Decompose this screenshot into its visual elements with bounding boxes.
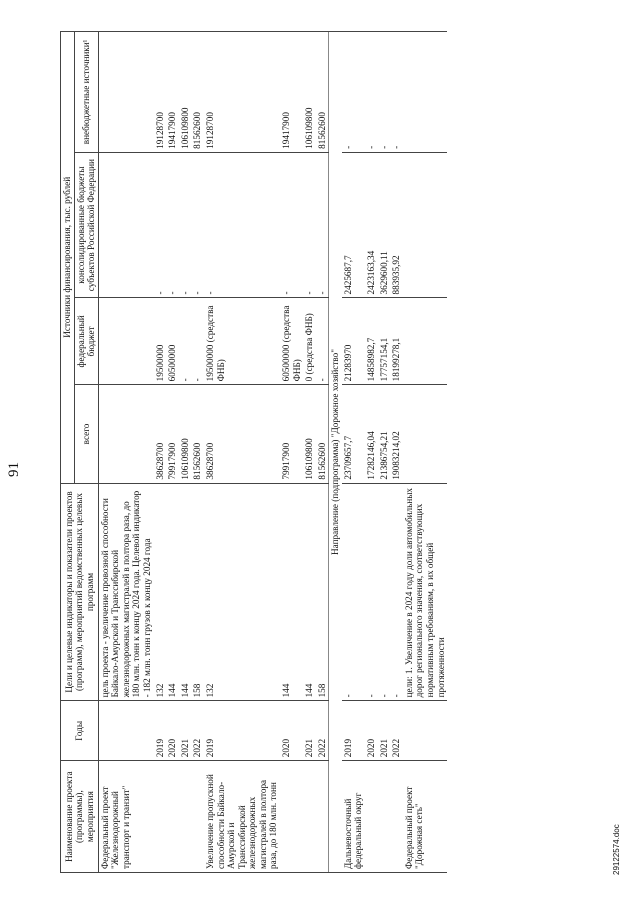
cell-federal: 19500000 <box>154 298 167 385</box>
header-offbudget: внебюджетные источники¹ <box>74 32 98 153</box>
cell-total: 21386754,21 <box>378 385 391 483</box>
cell-offbudget: 81562600 <box>191 32 204 153</box>
cell-total: 79917900 <box>166 385 179 483</box>
cell-goal: 132 <box>204 483 280 701</box>
cell-federal: 60500000 <box>166 298 179 385</box>
cell-year <box>98 701 153 761</box>
table-body-roads <box>342 32 447 873</box>
table-row <box>98 32 153 873</box>
table-row <box>365 32 378 873</box>
cell-offbudget: 19417900 <box>166 32 179 153</box>
cell-name <box>365 761 378 873</box>
table-row <box>316 32 329 873</box>
cell-total <box>98 385 153 483</box>
cell-offbudget <box>98 32 153 153</box>
cell-total: 106109800 <box>179 385 192 483</box>
cell-total: 23709657,7 <box>342 385 365 483</box>
cell-year: 2019 <box>204 701 280 761</box>
cell-name: Федеральный проект "Железнодорожный транспорт и транзит" <box>98 761 153 873</box>
cell-total <box>403 385 447 483</box>
cell-year: 2020 <box>280 701 303 761</box>
cell-goal: 144 <box>166 483 179 701</box>
cell-name <box>179 761 192 873</box>
cell-name <box>166 761 179 873</box>
cell-year: 2022 <box>191 701 204 761</box>
cell-regional: - <box>204 152 280 298</box>
cell-regional: - <box>154 152 167 298</box>
cell-regional <box>403 152 447 298</box>
financing-table <box>60 31 447 873</box>
cell-year: 2020 <box>166 701 179 761</box>
cell-year: 2022 <box>316 701 329 761</box>
cell-offbudget: 19128700 <box>154 32 167 153</box>
header-years: Годы <box>61 701 99 761</box>
cell-name <box>316 761 329 873</box>
cell-year: 2021 <box>303 701 316 761</box>
cell-name <box>303 761 316 873</box>
cell-goal: - <box>378 483 391 701</box>
cell-goal: цели: 1. Увеличение в 2024 году доли автомобильных дорог регионального значения, соответствующих нормативным требованиям, в их общей протяженности <box>403 483 447 701</box>
cell-total: 19083214,02 <box>390 385 403 483</box>
cell-goal: 158 <box>316 483 329 701</box>
cell-federal: 60500000 (средства ФНБ) <box>280 298 303 385</box>
cell-total: 38628700 <box>204 385 280 483</box>
header-total: всего <box>74 385 98 483</box>
cell-name: Дальневосточный федеральный округ <box>342 761 365 873</box>
table-row <box>166 32 179 873</box>
cell-offbudget: 106109800 <box>179 32 192 153</box>
cell-federal: - <box>179 298 192 385</box>
cell-goal: 144 <box>280 483 303 701</box>
cell-regional: 2423163,34 <box>365 152 378 298</box>
cell-total: 81562600 <box>316 385 329 483</box>
table-row <box>403 32 447 873</box>
cell-regional: - <box>303 152 316 298</box>
cell-offbudget: 81562600 <box>316 32 329 153</box>
cell-federal: - <box>191 298 204 385</box>
table-row <box>154 32 167 873</box>
cell-total: 79917900 <box>280 385 303 483</box>
cell-name <box>280 761 303 873</box>
cell-year: 2021 <box>179 701 192 761</box>
cell-regional: - <box>280 152 303 298</box>
cell-year: 2020 <box>365 701 378 761</box>
cell-name <box>390 761 403 873</box>
cell-federal: - <box>316 298 329 385</box>
cell-federal: 18199278,1 <box>390 298 403 385</box>
table-row <box>378 32 391 873</box>
cell-name <box>154 761 167 873</box>
header-sources: Источники финансирования, тыс. рублей <box>61 32 75 484</box>
cell-offbudget: - <box>342 32 365 153</box>
cell-federal: 21283970 <box>342 298 365 385</box>
cell-total: 106109800 <box>303 385 316 483</box>
cell-year: 2019 <box>154 701 167 761</box>
header-regional: консолидированные бюджеты субъектов Российской Федерации <box>74 152 98 298</box>
header-goals: Цели и целевые индикаторы и показатели проектов (программ), мероприятий ведомственных целевых программ <box>61 483 99 701</box>
cell-offbudget: 19417900 <box>280 32 303 153</box>
direction-heading: Направление (подпрограмма) "Дорожное хозяйство" <box>329 32 342 873</box>
cell-total: 81562600 <box>191 385 204 483</box>
cell-federal: 17757154,1 <box>378 298 391 385</box>
cell-goal: 144 <box>303 483 316 701</box>
cell-total: 17282146,04 <box>365 385 378 483</box>
table-row <box>303 32 316 873</box>
cell-federal: 19500000 (средства ФНБ) <box>204 298 280 385</box>
cell-regional: - <box>316 152 329 298</box>
cell-year: 2022 <box>390 701 403 761</box>
cell-goal: 132 <box>154 483 167 701</box>
table-body-rail <box>98 32 329 873</box>
cell-goal: - <box>390 483 403 701</box>
cell-regional: 883935,92 <box>390 152 403 298</box>
page-number: 91 <box>6 462 22 477</box>
cell-offbudget <box>403 32 447 153</box>
cell-offbudget: - <box>378 32 391 153</box>
table-row <box>342 32 365 873</box>
header-federal: федеральный бюджет <box>74 298 98 385</box>
header-name: Наименование проекта (программы), мероприятия <box>61 761 99 873</box>
table-row <box>204 32 280 873</box>
cell-name: Увеличение пропускной способности Байкало-Амурской и Транссибирской железнодорожных магистралей в полтора раза, до 180 млн. тонн <box>204 761 280 873</box>
cell-regional: 3629600,11 <box>378 152 391 298</box>
cell-regional: 2425687,7 <box>342 152 365 298</box>
cell-year <box>403 701 447 761</box>
cell-goal: 158 <box>191 483 204 701</box>
table-body-direction <box>329 32 342 873</box>
cell-goal: - <box>342 483 365 701</box>
cell-offbudget: - <box>390 32 403 153</box>
cell-total: 38628700 <box>154 385 167 483</box>
table-row <box>179 32 192 873</box>
cell-goal: 144 <box>179 483 192 701</box>
cell-federal <box>98 298 153 385</box>
cell-goal: - <box>365 483 378 701</box>
cell-year: 2019 <box>342 701 365 761</box>
cell-offbudget: - <box>365 32 378 153</box>
cell-regional: - <box>179 152 192 298</box>
table-row <box>191 32 204 873</box>
cell-offbudget: 19128700 <box>204 32 280 153</box>
cell-federal <box>403 298 447 385</box>
cell-year: 2021 <box>378 701 391 761</box>
cell-name <box>378 761 391 873</box>
footer-filename: 29122574.doc <box>612 824 621 875</box>
cell-name: Федеральный проект "Дорожная сеть" <box>403 761 447 873</box>
cell-goal: цель проекта - увеличение провозной способности Байкало-Амурской и Транссибирской железнодорожных магистралей в полтора раза, до 180 млн. тонн к концу 2024 года. Целевой индикатор - 182 млн. тонн грузов к концу 2024 года <box>98 483 153 701</box>
cell-federal: 14858982,7 <box>365 298 378 385</box>
table-row <box>390 32 403 873</box>
cell-regional: - <box>166 152 179 298</box>
cell-regional <box>98 152 153 298</box>
cell-federal: 0 (средства ФНБ) <box>303 298 316 385</box>
cell-name <box>191 761 204 873</box>
table-row <box>280 32 303 873</box>
cell-regional: - <box>191 152 204 298</box>
cell-offbudget: 106109800 <box>303 32 316 153</box>
